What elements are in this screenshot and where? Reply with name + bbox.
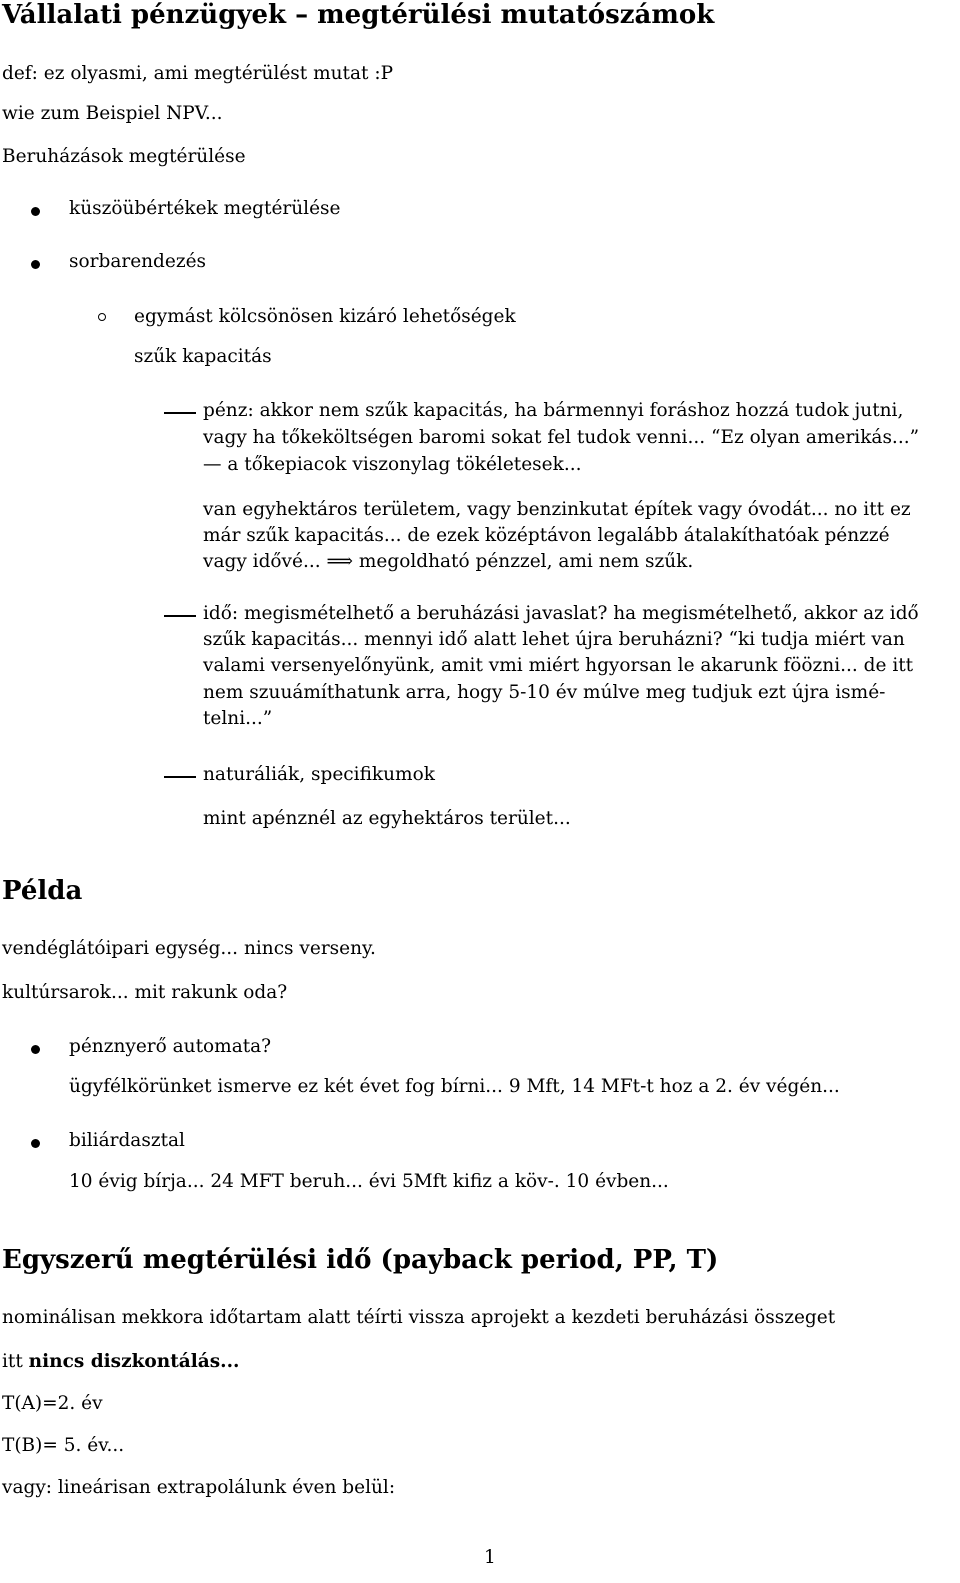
dash3-line1: naturáliák, specifikumok [203, 764, 435, 785]
example-line2: kultúrsarok... mit rakunk oda? [2, 982, 288, 1003]
example-bullet1: pénznyerő automata? [69, 1036, 272, 1057]
intro-beruhazasok: Beruházások megtérülése [2, 146, 246, 167]
dash-bullet-icon [164, 615, 196, 617]
dash1-line2: vagy ha tőkeköltségen baromi sokat fel tudok venni... “Ez olyan amerikás...” [203, 427, 920, 448]
dash2-line4: nem szuuámíthatunk arra, hogy 5-10 év múlve meg tudjuk ezt újra ismé- [203, 682, 886, 703]
example-line1: vendéglátóipari egység... nincs verseny. [2, 938, 376, 959]
section-heading-pelda: Példa [2, 876, 83, 906]
sublist-note-szuk: szűk kapacitás [134, 346, 272, 367]
list-item-sorbarendezes: sorbarendezés [69, 251, 207, 272]
dash1-para2-line1: van egyhektáros területem, vagy benzinkutat építek vagy óvodát... no itt ez [203, 499, 911, 520]
dash1-line1: pénz: akkor nem szűk kapacitás, ha bármennyi foráshoz hozzá tudok jutni, [203, 400, 904, 421]
bullet-icon [31, 1139, 40, 1148]
list-item-kuszob: küszöübértékek megtérülése [69, 198, 341, 219]
dash2-line3: valami versenyelőnyünk, amit vmi miért hgyorsan le akarunk föözni... de itt [203, 655, 914, 676]
dash1-line3: — a tőkepiacok viszonylag tökéletesek... [203, 454, 582, 475]
dash1-para2-line2: már szűk kapacitás... de ezek középtávon legalább átalakíthatóak pénzzé [203, 525, 890, 546]
page-title: Vállalati pénzügyek – megtérülési mutatószámok [2, 0, 715, 30]
example-bullet2-note: 10 évig bírja... 24 MFT beruh... évi 5Mft kifiz a köv-. 10 évben... [69, 1171, 669, 1192]
payback-ta: T(A)=2. év [2, 1393, 103, 1414]
bullet-icon [31, 260, 40, 269]
dash2-line1: idő: megismételhető a beruházási javaslat? ha megismételhető, akkor az idő [203, 603, 919, 624]
dash-bullet-icon [164, 412, 196, 414]
payback-line2-bold: nincs diszkontálás... [28, 1351, 240, 1372]
dash-bullet-icon [164, 776, 196, 778]
dash2-line5: telni...” [203, 708, 273, 729]
example-bullet2: biliárdasztal [69, 1130, 185, 1151]
example-bullet1-note: ügyfélkörünket ismerve ez két évet fog bírni... 9 Mft, 14 MFt-t hoz a 2. év végén... [69, 1076, 840, 1097]
intro-def: def: ez olyasmi, ami megtérülést mutat :P [2, 63, 394, 84]
sublist-item-kizaro: egymást kölcsönösen kizáró lehetőségek [134, 306, 516, 327]
payback-line2-prefix: itt [2, 1351, 29, 1372]
dash2-line2: szűk kapacitás... mennyi idő alatt lehet újra beruházni? “ki tudja miért van [203, 629, 905, 650]
payback-tb: T(B)= 5. év... [2, 1435, 125, 1456]
bullet-icon [31, 1045, 40, 1054]
section-heading-payback: Egyszerű megtérülési idő (payback period, PP, T) [2, 1245, 719, 1275]
payback-line2 [2, 1350, 240, 1374]
dash3-line2: mint apénznél az egyhektáros terület... [203, 808, 571, 829]
intro-wie: wie zum Beispiel NPV... [2, 103, 223, 124]
page-number: 1 [484, 1547, 496, 1568]
payback-line1: nominálisan mekkora időtartam alatt téírti vissza aprojekt a kezdeti beruházási összeget [2, 1307, 836, 1328]
payback-vagy: vagy: lineárisan extrapolálunk éven belül: [2, 1477, 396, 1498]
dash1-para2-line3: vagy idővé... ⟹ megoldható pénzzel, ami nem szűk. [203, 551, 694, 572]
bullet-icon [31, 207, 40, 216]
circle-bullet-icon [98, 313, 106, 321]
